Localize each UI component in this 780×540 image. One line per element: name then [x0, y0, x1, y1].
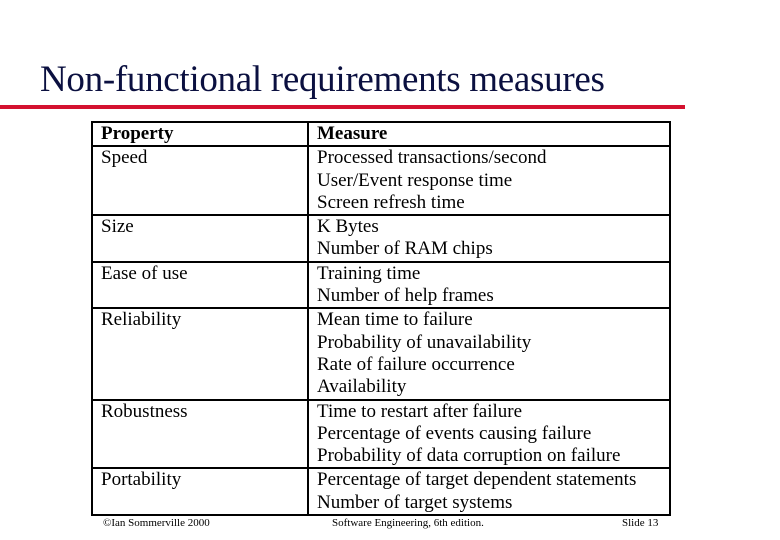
measure-item: Percentage of events causing failure	[317, 422, 592, 444]
measure-item: Training time	[317, 262, 421, 284]
measure-item: Screen refresh time	[317, 191, 465, 213]
property-cell: Robustness	[92, 400, 308, 469]
measure-item: Mean time to failure	[317, 309, 473, 331]
property-cell: Portability	[92, 468, 308, 515]
table-header-row	[92, 122, 670, 146]
measure-item: Availability	[317, 376, 407, 398]
header-property: Property	[92, 122, 308, 146]
measure-cell	[308, 400, 670, 469]
measure-item: K Bytes	[317, 216, 379, 238]
measure-cell	[308, 262, 670, 309]
measure-item: Number of RAM chips	[317, 238, 493, 260]
measure-cell	[308, 146, 670, 215]
table-row	[92, 262, 670, 309]
property-cell: Speed	[92, 146, 308, 215]
slide-title: Non-functional requirements measures	[40, 59, 605, 100]
table-row	[92, 215, 670, 262]
table-row	[92, 146, 670, 215]
header-measure: Measure	[308, 122, 670, 146]
table-row	[92, 400, 670, 469]
measure-cell	[308, 308, 670, 399]
measure-item: Time to restart after failure	[317, 400, 523, 422]
measure-item: Processed transactions/second	[317, 147, 547, 169]
measure-item: Number of target systems	[317, 491, 513, 513]
measure-item: Probability of data corruption on failure	[317, 445, 621, 467]
measures-table	[91, 121, 671, 516]
table-row	[92, 468, 670, 515]
table-row	[92, 308, 670, 399]
footer-book: Software Engineering, 6th edition.	[332, 517, 484, 529]
measure-item: Percentage of target dependent statements	[317, 469, 637, 491]
footer-slide-number: Slide 13	[622, 517, 659, 529]
title-underline	[0, 105, 685, 109]
measure-item: Rate of failure occurrence	[317, 353, 515, 375]
measure-item: Probability of unavailability	[317, 331, 532, 353]
measure-item: User/Event response time	[317, 169, 513, 191]
measure-cell	[308, 468, 670, 515]
property-cell: Ease of use	[92, 262, 308, 309]
measure-item: Number of help frames	[317, 285, 494, 307]
measure-cell	[308, 215, 670, 262]
property-cell: Size	[92, 215, 308, 262]
property-cell: Reliability	[92, 308, 308, 399]
footer-copyright: ©Ian Sommerville 2000	[103, 517, 210, 529]
